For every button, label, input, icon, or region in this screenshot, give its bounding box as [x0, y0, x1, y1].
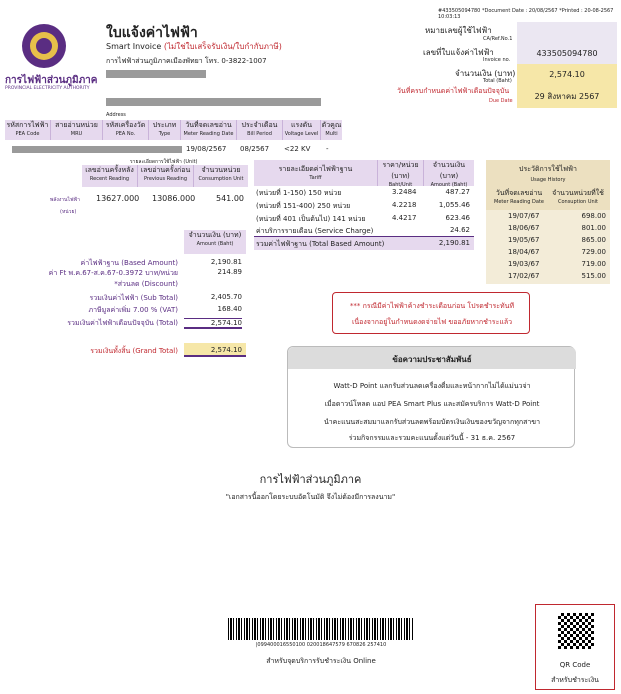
- usage-date: 18/06/67: [508, 224, 540, 232]
- summary-amount-header: จำนวนเงิน (บาท) Amount (Baht): [184, 230, 246, 254]
- reading-header: เลขอ่านครั้งหลัง Recent Reading เลขอ่านครั้งก่อน Previous Reading จำนวนหน่วย Consumption Unit: [82, 165, 248, 187]
- tariff-row-1-rate: 3.2484: [392, 188, 417, 196]
- tariff-total-row: [254, 236, 474, 250]
- account-box: หมายเลขผู้ใช้ไฟฟ้า CA/Ref.No.1 เลขที่ใบแจ้งค่าไฟฟ้า Invoice no. 433505094780 จำนวนเงิน (บาท) Total (Baht) 2,574.10 วันที่ครบกำหนดค่าไฟฟ้าเดือนปัจจุบัน Due Date 29 สิงหาคม 2567: [395, 22, 617, 108]
- bill-period: 08/2567: [240, 145, 270, 153]
- summary-label-ft: ค่า Ft พ.ค.67-ส.ค.67-0.3972 บาท/หน่วย: [48, 269, 178, 277]
- org-name-th: การไฟฟ้าส่วนภูมิภาค: [5, 75, 98, 86]
- tariff-row-2-rate: 4.2218: [392, 201, 417, 209]
- multiplier: -: [326, 145, 329, 153]
- qr-box: [535, 604, 615, 690]
- due-date: 29 สิงหาคม 2567: [517, 86, 617, 108]
- grand-total-value: 2,574.10: [184, 343, 246, 357]
- reading-row-unit: (หน่วย): [60, 209, 77, 215]
- ca-label: หมายเลขผู้ใช้ไฟฟ้า: [425, 26, 492, 35]
- footer-slogan: "เอกสารนี้ออกโดยระบบอัตโนมัติ จึงไม่ต้องมีการลงนาม": [225, 493, 396, 501]
- payment-barcode: [228, 618, 414, 640]
- usage-date: 19/05/67: [508, 236, 540, 244]
- invoice-title-en: Smart Invoice (ไม่ใช่ใบเสร็จรับเงิน/ใบกำกับภาษี): [106, 42, 282, 51]
- tariff-row-4-amount: 24.62: [449, 226, 470, 234]
- barcode-text: |099400016550100 020018647579 670826 257410: [255, 642, 387, 648]
- usage-date: 19/03/67: [508, 260, 540, 268]
- usage-date: 17/02/67: [508, 272, 540, 280]
- invoice-title: ใบแจ้งค่าไฟฟ้า: [106, 25, 198, 41]
- usage-units: 801.00: [581, 224, 606, 232]
- customer-name-redacted: [106, 70, 206, 78]
- org-name-en: PROVINCIAL ELECTRICITY AUTHORITY: [5, 86, 90, 91]
- usage-date: 18/04/67: [508, 248, 540, 256]
- grand-total-label: รวมเงินทั้งสิ้น (Grand Total): [90, 347, 178, 355]
- tariff-header: รายละเอียดค่าไฟฟ้าฐาน Tariff ราคา/หน่วย (บาท) Baht/Unit จำนวนเงิน (บาท) Amount (Baht): [254, 160, 474, 186]
- meter-reading-date: 19/08/2567: [186, 145, 227, 153]
- meter-codes-redacted: [12, 146, 182, 153]
- online-payment-label: สำหรับจุดบริการรับชำระเงิน Online: [266, 657, 376, 665]
- summary-value-ft: 214.89: [217, 268, 242, 276]
- ca-value-box: [517, 22, 617, 44]
- address-label: Address: [106, 112, 126, 118]
- overdue-notice: *** กรณีมีค่าไฟฟ้าค้างชำระเดือนก่อน โปรดชำระทันที เนื่องจากอยู่ในกำหนดงดจ่ายไฟ ขออภัยหากชำระแล้ว: [332, 292, 530, 334]
- tariff-row-1-amount: 487.27: [445, 188, 470, 196]
- tariff-total-value: 2,190.81: [438, 239, 470, 247]
- usage-history-rows: [486, 210, 610, 284]
- pea-logo: [22, 24, 66, 68]
- summary-label-based: ค่าไฟฟ้าฐาน (Based Amount): [80, 259, 178, 267]
- summary-value-vat: 168.40: [217, 305, 242, 313]
- summary-label-vat: ภาษีมูลค่าเพิ่ม 7.00 % (VAT): [88, 306, 178, 314]
- tariff-row-3-rate: 4.4217: [392, 214, 417, 222]
- tariff-row-2-desc: (หน่วยที่ 151-400) 250 หน่วย: [256, 202, 351, 210]
- usage-units: 698.00: [581, 212, 606, 220]
- usage-history-title: ประวัติการใช้ไฟฟ้า: [519, 165, 577, 173]
- usage-history-box: ประวัติการใช้ไฟฟ้า Usage History วันที่จดเลขอ่าน Meter Reading Date จำนวนหน่วยที่ใช้ Consuption Unit 19/07/67 698.00 18/06/67 801.00 19/05/67 865.00 18/04/67 729.00 19/03/67 719.00 17/02/67 515.00: [486, 160, 610, 284]
- summary-value-total: 2,574.10: [184, 318, 242, 329]
- invoice-label: เลขที่ใบแจ้งค่าไฟฟ้า: [423, 48, 494, 57]
- tariff-row-3-amount: 623.46: [445, 214, 470, 222]
- top-meta: [438, 8, 621, 20]
- ref-number: #433505094780: [438, 8, 481, 14]
- usage-date: 19/07/67: [508, 212, 540, 220]
- invoice-number: 433505094780: [517, 44, 617, 64]
- reading-caption: รายละเอียดการใช้ไฟฟ้า (Unit): [130, 159, 198, 165]
- announcement-line: Watt-D Point แลกรับส่วนลดเครื่องดื่มและหน้ากากไม่ได้แม่นวจ่า: [333, 382, 531, 390]
- summary-value-based: 2,190.81: [210, 258, 242, 266]
- previous-reading: 13086.000: [152, 194, 196, 203]
- tariff-row-3-desc: (หน่วยที่ 401 เป็นต้นไป) 141 หน่วย: [256, 215, 366, 223]
- summary-label-subtotal: รวมเงินค่าไฟฟ้า (Sub Total): [89, 294, 178, 302]
- summary-value-subtotal: 2,405.70: [210, 293, 242, 301]
- announcement-line: ร่วมกิจกรรมและรวมคะแนนตั้งแต่วันนี้ - 31 ธ.ค. 2567: [348, 434, 516, 442]
- usage-units: 719.00: [581, 260, 606, 268]
- branch-info: การไฟฟ้าส่วนภูมิภาคเมืองพัทยา โทร. 0-3822-1007: [106, 57, 267, 65]
- tariff-row-4-desc: ค่าบริการรายเดือน (Service Charge): [256, 227, 374, 235]
- document-date: *Document Date : 20/08/2567: [481, 8, 558, 14]
- usage-units: 515.00: [581, 272, 606, 280]
- tariff-row-1-desc: (หน่วยที่ 1-150) 150 หน่วย: [256, 189, 342, 197]
- meter-table-header: รหัสการไฟฟ้า PEA Code สายอ่านหน่วย MRU รหัสเครื่องวัด PEA No. ประเภท Type วันที่จดเลขอ่าน Meter Reading Date ประจำเดือน Bill Period แรงดัน Voltage Level ตัวคูณ Multi: [5, 120, 342, 140]
- tariff-row-2-amount: 1,055.46: [438, 201, 470, 209]
- total-amount: 2,574.10: [517, 64, 617, 86]
- reading-row-label: พลังงานไฟฟ้า: [50, 197, 80, 203]
- announcement-box: [287, 346, 575, 448]
- usage-units: 865.00: [581, 236, 606, 244]
- due-label: วันที่ครบกำหนดค่าไฟฟ้าเดือนปัจจุบัน: [397, 87, 510, 95]
- address-redacted: [106, 98, 321, 106]
- announcement-line: เมื่อดาวน์โหลด แอป PEA Smart Plus และสมัครบริการ Watt-D Point: [324, 400, 540, 408]
- footer-org: การไฟฟ้าส่วนภูมิภาค: [259, 473, 362, 486]
- consumption-units: 541.00: [216, 194, 244, 203]
- qr-code-icon: [558, 613, 594, 649]
- tariff-total-label: รวมค่าไฟฟ้าฐาน (Total Based Amount): [256, 240, 385, 248]
- voltage-level: <22 KV: [284, 145, 311, 153]
- total-label: จำนวนเงิน (บาท): [455, 69, 516, 78]
- summary-label-discount: *ส่วนลด (Discount): [114, 280, 178, 288]
- qr-label: QR Code: [559, 661, 591, 669]
- qr-sublabel: สำหรับชำระเงิน: [551, 676, 599, 684]
- recent-reading: 13627.000: [96, 194, 140, 203]
- printed-date: *Printed : 20-08-2567 10:03:13: [438, 8, 614, 20]
- announcement-title: ข้อความประชาสัมพันธ์: [392, 355, 472, 364]
- usage-units: 729.00: [581, 248, 606, 256]
- announcement-line: นำคะแนนสะสมมาแลกรับส่วนลดพร้อมบัตรเงินเงินของขวัญจากทุกสาขา: [323, 418, 541, 426]
- summary-label-total: รวมเงินค่าไฟฟ้าเดือนปัจจุบัน (Total): [67, 319, 178, 327]
